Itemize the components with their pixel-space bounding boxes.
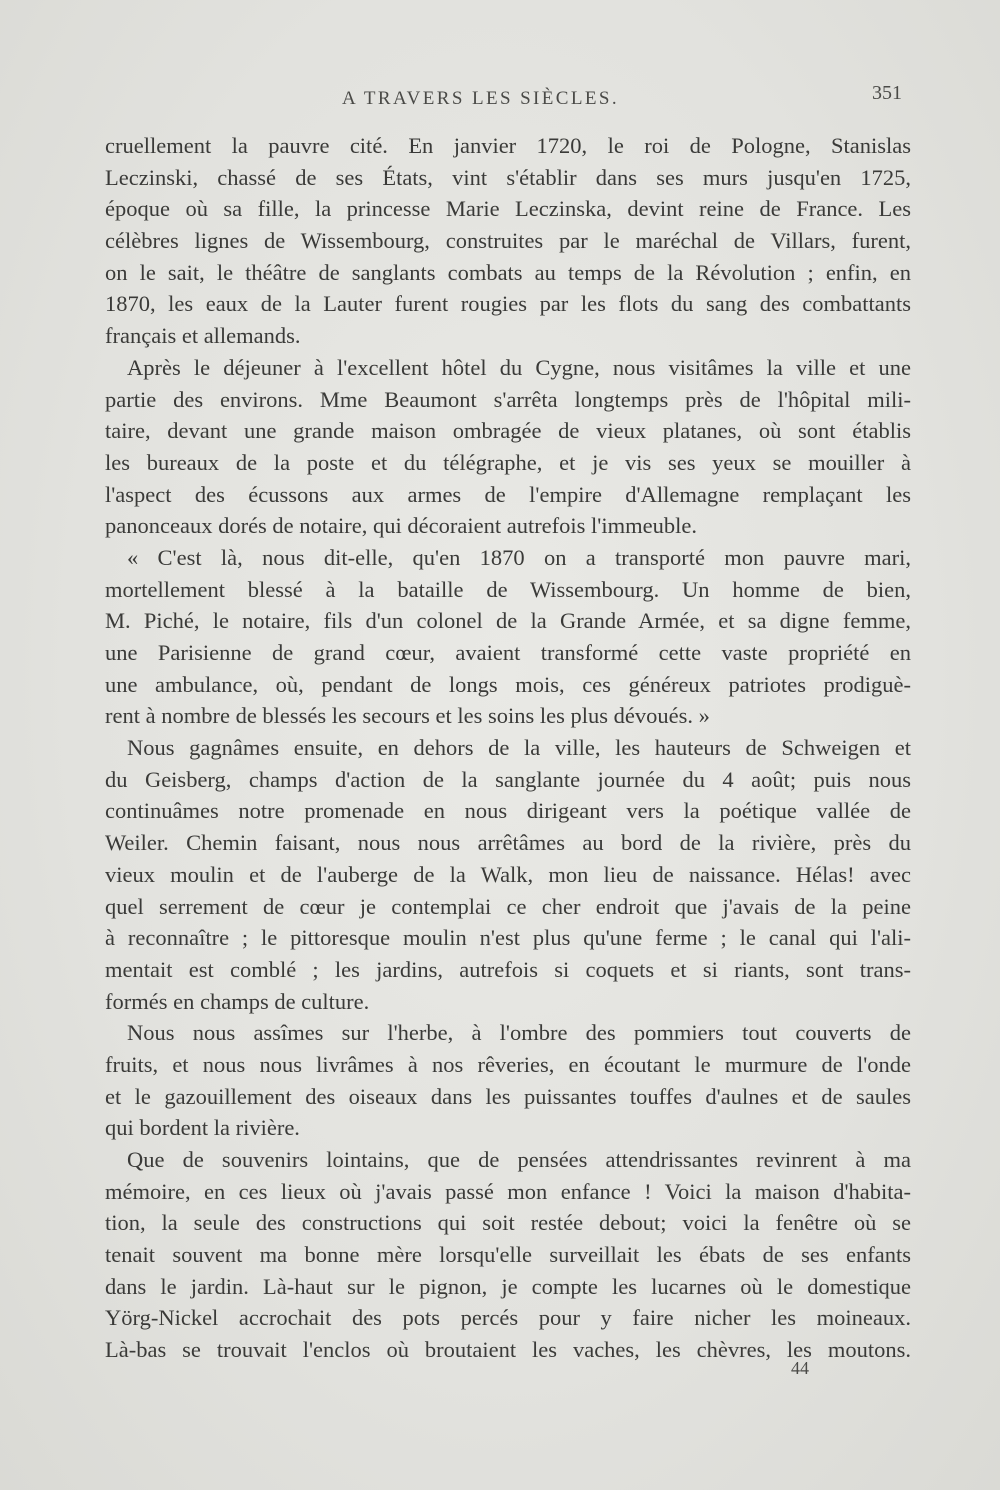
text-line: tenait souvent ma bonne mère lorsqu'elle surveillait les ébats de ses enfants [105, 1242, 911, 1268]
text-line: une ambulance, où, pendant de longs mois, ces généreux patriotes prodiguè- [105, 671, 911, 697]
text-line: panonceaux dorés de notaire, qui décoraient autrefois l'immeuble. [105, 513, 697, 539]
text-line: Là-bas se trouvait l'enclos où broutaient les vaches, les chèvres, les moutons. [105, 1337, 911, 1363]
text-line: continuâmes notre promenade en nous dirigeant vers la poétique vallée de [105, 798, 911, 824]
text-line: français et allemands. [105, 323, 301, 349]
text-line: cruellement la pauvre cité. En janvier 1720, le roi de Pologne, Stanislas [105, 133, 911, 158]
text-line: « C'est là, nous dit-elle, qu'en 1870 on a transporté mon pauvre mari, [127, 544, 911, 570]
text-line: mentait est comblé ; les jardins, autrefois si coquets et si riants, sont trans- [105, 956, 911, 982]
page-number: 351 [872, 82, 902, 104]
text-line: on le sait, le théâtre de sanglants combats au temps de la Révolution ; enfin, en [105, 259, 911, 285]
text-line: taire, devant une grande maison ombragée de vieux platanes, où sont établis [105, 418, 911, 444]
text-line: rent à nombre de blessés les secours et les soins les plus dévoués. » [105, 703, 710, 729]
text-line: 1870, les eaux de la Lauter furent rougies par les flots du sang des combattants [105, 291, 911, 317]
text-line: Leczinski, chassé de ses États, vint s'établir dans ses murs jusqu'en 1725, [105, 164, 911, 190]
text-line: l'aspect des écussons aux armes de l'empire d'Allemagne remplaçant les [105, 481, 911, 507]
text-line: une Parisienne de grand cœur, avaient transformé cette vaste propriété en [105, 640, 911, 665]
text-line: mémoire, en ces lieux où j'avais passé mon enfance ! Voici la maison d'habita- [105, 1178, 911, 1204]
text-line: formés en champs de culture. [105, 988, 370, 1014]
text-line: partie des environs. Mme Beaumont s'arrêta longtemps près de l'hôpital mili- [105, 386, 911, 412]
text-line: dans le jardin. Là-haut sur le pignon, je compte les lucarnes où le domestique [105, 1273, 911, 1299]
body-text [105, 130, 911, 1366]
signature-mark: 44 [791, 1358, 809, 1378]
text-line: fruits, et nous nous livrâmes à nos rêveries, en écoutant le murmure de l'onde [105, 1051, 911, 1077]
text-line: Que de souvenirs lointains, que de pensées attendrissantes revinrent à ma [127, 1147, 911, 1172]
text-line: époque où sa fille, la princesse Marie Leczinska, devint reine de France. Les [105, 196, 911, 222]
text-line: vieux moulin et de l'auberge de la Walk, mon lieu de naissance. Hélas! avec [105, 861, 911, 887]
text-line: Weiler. Chemin faisant, nous nous arrêtâmes au bord de la rivière, près du [105, 830, 911, 856]
text-line: célèbres lignes de Wissembourg, construites par le maréchal de Villars, furent, [105, 228, 911, 254]
text-line: quel serrement de cœur je contemplai ce cher endroit que j'avais de la peine [105, 893, 911, 919]
text-line: Yörg-Nickel accrochait des pots percés pour y faire nicher les moineaux. [105, 1305, 911, 1331]
text-line: Nous gagnâmes ensuite, en dehors de la ville, les hauteurs de Schweigen et [127, 735, 911, 761]
text-line: du Geisberg, champs d'action de la sanglante journée du 4 août; puis nous [105, 766, 911, 792]
text-line: et le gazouillement des oiseaux dans les puissantes touffes d'aulnes et de saules [105, 1083, 911, 1109]
text-line: qui bordent la rivière. [105, 1115, 300, 1141]
running-title: A TRAVERS LES SIÈCLES. [342, 88, 619, 109]
text-line: mortellement blessé à la bataille de Wissembourg. Un homme de bien, [105, 576, 911, 602]
text-line: Nous nous assîmes sur l'herbe, à l'ombre des pommiers tout couverts de [127, 1020, 911, 1046]
text-line: M. Piché, le notaire, fils d'un colonel de la Grande Armée, et sa digne femme, [105, 608, 911, 634]
text-line: les bureaux de la poste et du télégraphe, et je vis ses yeux se mouiller à [105, 449, 911, 475]
text-line: Après le déjeuner à l'excellent hôtel du Cygne, nous visitâmes la ville et une [127, 354, 911, 380]
text-line: tion, la seule des constructions qui soit restée debout; voici la fenêtre où se [105, 1210, 911, 1236]
text-line: à reconnaître ; le pittoresque moulin n'est plus qu'une ferme ; le canal qui l'ali- [105, 925, 911, 951]
